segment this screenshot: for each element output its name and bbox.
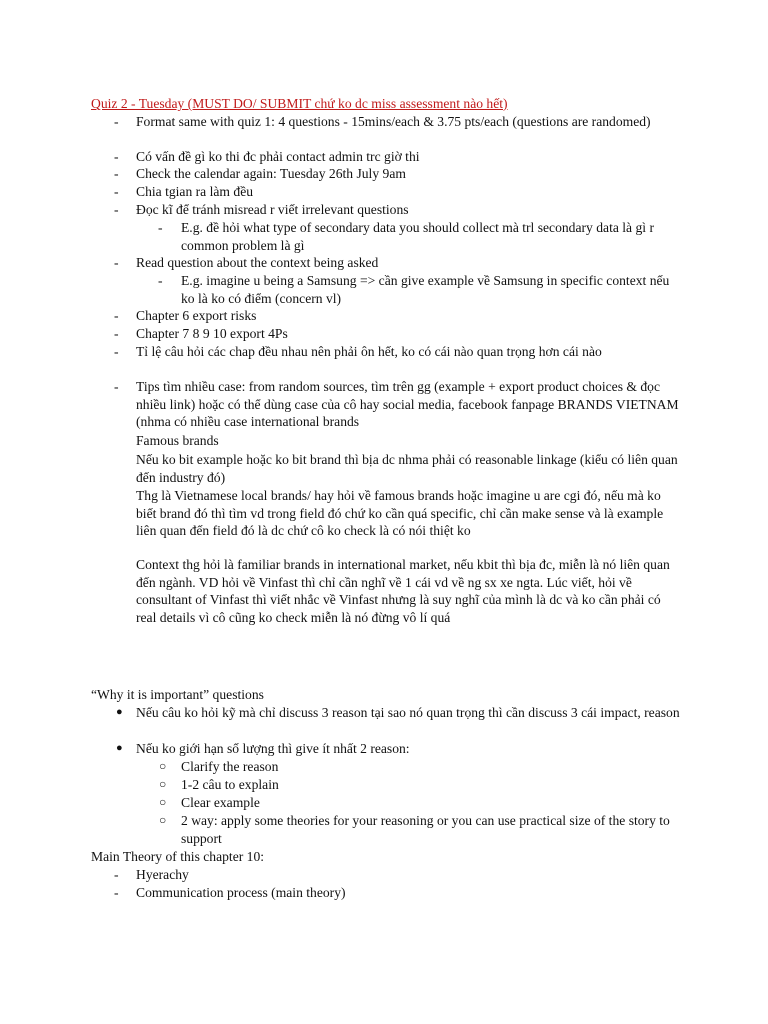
- paragraph: Nếu ko bit example hoặc ko bit brand thì bịa dc nhma phải có reasonable linkage (kiểu có liên quan đến industry đó): [136, 452, 678, 485]
- list-item: [114, 884, 684, 902]
- list-item-text: Tips tìm nhiều case: from random sources, tìm trên gg (example + export product choices & đọc nhiều link) hoặc có thể dùng case của cô hay social media, facebook fanpage BRANDS VIETNAM (nhma có nhiều case international brands: [136, 379, 679, 430]
- circle-marker: ○: [159, 777, 167, 791]
- list-item-text: Check the calendar again: Tuesday 26th July 9am: [136, 166, 406, 181]
- list-item-text: Nếu câu ko hỏi kỹ mà chỉ discuss 3 reason tại sao nó quan trọng thì cần discuss 3 cái impact, reason: [136, 705, 680, 720]
- list-item: [114, 165, 684, 183]
- list-item-text: 2 way: apply some theories for your reasoning or you can use practical size of the story to support: [181, 813, 670, 846]
- dash-marker: -: [114, 202, 119, 217]
- list-item-text: Nếu ko giới hạn số lượng thì give ít nhất 2 reason:: [136, 741, 410, 756]
- list-item: [114, 307, 684, 325]
- list-item: [114, 378, 684, 431]
- section-heading: “Why it is important” questions: [91, 687, 264, 702]
- sub-bullet-item: [158, 776, 688, 794]
- list-item: [114, 343, 684, 361]
- list-item: [114, 866, 684, 884]
- dash-marker: -: [114, 344, 119, 359]
- paragraph: Thg là Vietnamese local brands/ hay hỏi về famous brands hoặc imagine u are cgi đó, nếu mà ko biết brand đó thì tìm vd trong field đó chứ ko cần quá specific, chỉ cần make sense và là example liên quan đến field đó là dc chứ cô ko check là có nói thiệt ko: [136, 488, 664, 539]
- dash-marker: -: [114, 308, 119, 323]
- dash-marker: -: [114, 149, 119, 164]
- list-item-text: Đọc kĩ để tránh misread r viết irrelevant questions: [136, 202, 409, 217]
- paragraph: Famous brands: [136, 433, 219, 448]
- dash-marker: -: [114, 885, 119, 900]
- circle-marker: ○: [159, 759, 167, 773]
- dash-marker: -: [114, 867, 119, 882]
- section-heading: Main Theory of this chapter 10:: [91, 849, 265, 864]
- dash-marker: -: [114, 114, 119, 129]
- list-item-text: Chapter 6 export risks: [136, 308, 257, 323]
- bullet-marker: ●: [116, 742, 123, 754]
- list-item: [114, 201, 684, 219]
- circle-marker: ○: [159, 795, 167, 809]
- list-item: [114, 183, 684, 201]
- list-item-text: 1-2 câu to explain: [181, 777, 279, 792]
- bullet-marker: ●: [116, 706, 123, 718]
- sub-bullet-item: [158, 758, 688, 776]
- list-item-text: Communication process (main theory): [136, 885, 346, 900]
- sub-list-item: [158, 219, 678, 254]
- list-item-text: Hyerachy: [136, 867, 189, 882]
- list-item-text: E.g. đề hỏi what type of secondary data you should collect mà trl secondary data là gì r common problem là gì: [181, 220, 654, 253]
- dash-marker: -: [158, 273, 163, 288]
- dash-marker: -: [114, 379, 119, 394]
- list-item-text: E.g. imagine u being a Samsung => cần give example về Samsung in specific context nếu ko là ko có điểm (concern vl): [181, 273, 670, 306]
- sub-list-item: [158, 272, 678, 307]
- list-item-text: Có vấn đề gì ko thi đc phải contact admin trc giờ thi: [136, 149, 420, 164]
- dash-marker: -: [114, 184, 119, 199]
- bullet-item: [114, 740, 684, 758]
- dash-marker: -: [158, 220, 163, 235]
- list-item-text: Chia tgian ra làm đều: [136, 184, 254, 199]
- paragraph: Context thg hỏi là familiar brands in international market, nếu kbit thì bịa đc, miễn là nó liên quan đến ngành. VD hỏi về Vinfast thì chỉ cần nghĩ về 1 cái vd về ng sx xe ngta. Lúc viết, hỏi về consultant of Vinfast thì viết nhắc về Vinfast nhưng là suy nghĩ của mình là dc và ko cần phải có real details vì cô cũng ko check miễn là nó đừng vô lí quá: [136, 557, 670, 625]
- dash-marker: -: [114, 255, 119, 270]
- dash-marker: -: [114, 166, 119, 181]
- sub-bullet-item: [158, 794, 688, 812]
- list-item: [114, 113, 684, 131]
- sub-bullet-item: [158, 812, 688, 847]
- quiz-title: Quiz 2 - Tuesday (MUST DO/ SUBMIT chứ ko dc miss assessment nào hết): [91, 96, 508, 111]
- list-item-text: Clear example: [181, 795, 260, 810]
- list-item: [114, 254, 684, 272]
- list-item-text: Format same with quiz 1: 4 questions - 15mins/each & 3.75 pts/each (questions are randomed): [136, 114, 651, 129]
- bullet-item: [114, 704, 684, 722]
- list-item-text: Clarify the reason: [181, 759, 279, 774]
- list-item: [114, 148, 684, 166]
- list-item: [114, 325, 684, 343]
- list-item-text: Read question about the context being asked: [136, 255, 379, 270]
- list-item-text: Chapter 7 8 9 10 export 4Ps: [136, 326, 288, 341]
- list-item-text: Tỉ lệ câu hỏi các chap đều nhau nên phải ôn hết, ko có cái nào quan trọng hơn cái nào: [136, 344, 602, 359]
- dash-marker: -: [114, 326, 119, 341]
- circle-marker: ○: [159, 813, 167, 827]
